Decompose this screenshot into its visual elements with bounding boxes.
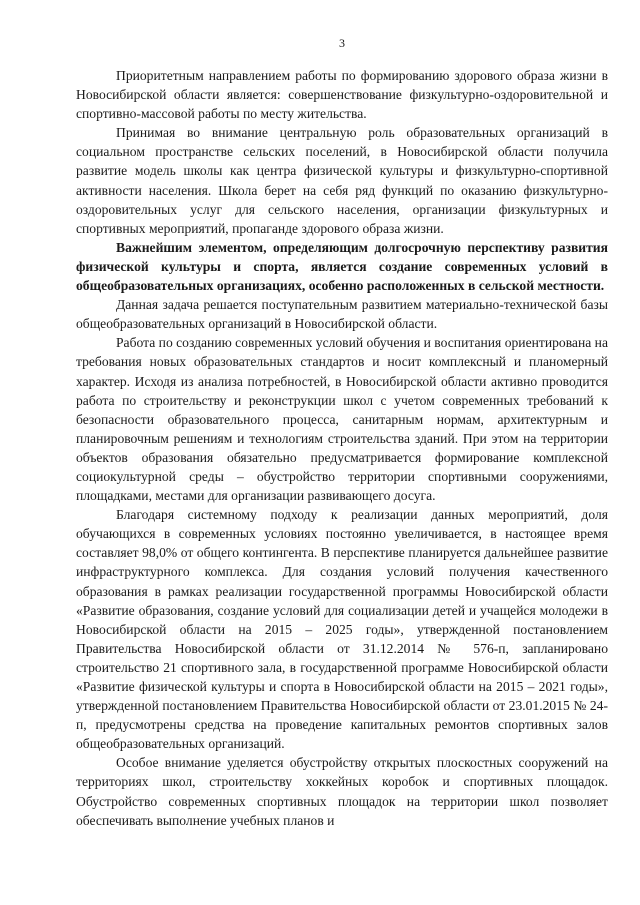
paragraph-2: Принимая во внимание центральную роль образовательных организаций в социальном пространстве сельских поселений, в Новосибирской области получила развитие модель школы как центра физической культуры и физкультурно-спортивной активности населения. Школа берет на себя ряд функций по оказанию физкультурно-оздоровительных услуг для сельского населения, организации физкультурных и спортивных мероприятий, пропаганде здорового образа жизни. [76,125,608,236]
document-body [76,66,608,830]
paragraph-1: Приоритетным направлением работы по формированию здорового образа жизни в Новосибирской области является: совершенствование физкультурно-оздоровительной и спортивно-массовой работы по месту жительства. [76,68,608,122]
paragraph-3-bold: Важнейшим элементом, определяющим долгосрочную перспективу развития физической культуры и спорта, является создание современных условий в общеобразовательных организациях, особенно расположенных в сельской местности. [76,239,608,294]
paragraph-5: Работа по созданию современных условий обучения и воспитания ориентирована на требования новых образовательных стандартов и носит комплексный и планомерный характер. Исходя из анализа потребностей, в Новосибирской области активно проводится работа по строительству и реконструкции школ с учетом современных требований к безопасности образовательного процесса, санитарным нормам, архитектурным и планировочным решениям и технологиям строительства зданий. При этом на территории объектов образования обязательно предусматривается формирование комплексной социокультурной среды – обустройство территории спортивными сооружениями, площадками, местами для организации развивающего досуга. [76,335,608,504]
paragraph-6: Благодаря системному подходу к реализации данных мероприятий, доля обучающихся в современных условиях постоянно увеличивается, в настоящее время составляет 98,0% от общего контингента. В перспективе планируется дальнейшее развитие инфраструктурного комплекса. Для создания условий получения качественного образования в рамках реализации государственной программы Новосибирской области «Развитие образования, создание условий для социализации детей и учащейся молодежи в Новосибирской области на 2015 – 2025 годы», утвержденной постановлением Правительства Новосибирской области от 31.12.2014 № 576-п, запланировано строительство 21 спортивного зала, в государственной программе Новосибирской области «Развитие физической культуры и спорта в Новосибирской области на 2015 – 2021 годы», утвержденной постановлением Правительства Новосибирской области от 23.01.2015 № 24-п, предусмотрены средства на проведение капитальных ремонтов спортивных залов общеобразовательных организаций. [76,507,608,752]
page-number: 3 [339,36,345,50]
paragraph-4: Данная задача решается поступательным развитием материально-технической базы общеобразовательных организаций в Новосибирской области. [76,297,608,332]
paragraph-7: Особое внимание уделяется обустройству открытых плоскостных сооружений на территориях школ, строительству хоккейных коробок и спортивных площадок. Обустройство современных спортивных площадок на территории школ позволяет обеспечивать выполнение учебных планов и [76,755,608,828]
